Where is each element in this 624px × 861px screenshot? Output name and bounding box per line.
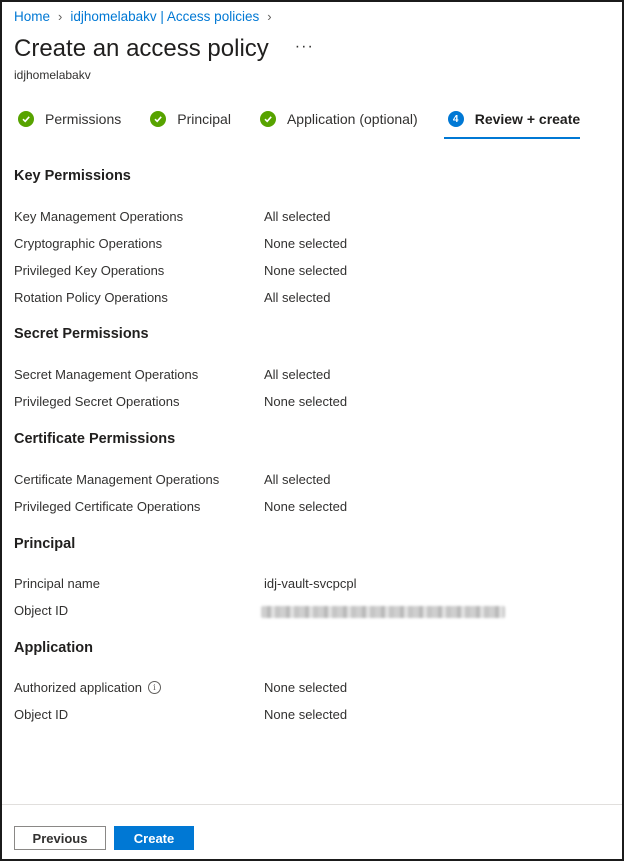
row-value: All selected bbox=[264, 472, 331, 487]
row-label: Object ID bbox=[14, 707, 69, 722]
row-value: All selected bbox=[264, 367, 331, 382]
wizard-steps bbox=[18, 106, 580, 140]
row-value: idj-vault-svcpcpl bbox=[264, 576, 357, 591]
row-label: Certificate Management Operations bbox=[14, 472, 220, 487]
title-row bbox=[14, 35, 314, 63]
checkmark-icon bbox=[260, 111, 276, 127]
tab-review-create[interactable] bbox=[448, 106, 580, 132]
page-subtitle: idjhomelabakv bbox=[14, 68, 91, 82]
row-value: All selected bbox=[264, 290, 331, 305]
summary-row bbox=[14, 603, 594, 621]
chevron-right-icon: › bbox=[58, 9, 63, 24]
row-label: Key Management Operations bbox=[14, 209, 184, 224]
row-value: None selected bbox=[264, 499, 348, 514]
summary-row bbox=[14, 499, 594, 517]
chevron-right-icon: › bbox=[267, 9, 272, 24]
summary-row bbox=[14, 472, 594, 490]
summary-row bbox=[14, 209, 594, 227]
section-title-key-permissions: Key Permissions bbox=[14, 168, 131, 184]
row-label: Principal name bbox=[14, 576, 100, 591]
previous-button[interactable]: Previous bbox=[14, 826, 106, 850]
row-value: None selected bbox=[264, 263, 348, 278]
summary-row bbox=[14, 394, 594, 412]
tab-permissions[interactable] bbox=[18, 106, 121, 132]
section-title-principal: Principal bbox=[14, 536, 76, 552]
row-label: Secret Management Operations bbox=[14, 367, 199, 382]
row-value: None selected bbox=[264, 707, 348, 722]
tab-label: Review + create bbox=[474, 111, 581, 127]
breadcrumb-access-policies-link[interactable]: idjhomelabakv | Access policies bbox=[70, 9, 260, 24]
row-label: Cryptographic Operations bbox=[14, 236, 163, 251]
summary-row bbox=[14, 236, 594, 254]
row-label: Rotation Policy Operations bbox=[14, 290, 168, 305]
row-label: Privileged Certificate Operations bbox=[14, 499, 201, 514]
redacted-blur bbox=[261, 606, 505, 618]
row-label: Privileged Key Operations bbox=[14, 263, 165, 278]
tab-label: Application (optional) bbox=[286, 111, 418, 127]
section-title-secret-permissions: Secret Permissions bbox=[14, 326, 149, 342]
footer-bar bbox=[2, 804, 622, 860]
checkmark-icon bbox=[150, 111, 166, 127]
tab-label: Permissions bbox=[45, 111, 122, 127]
tab-label: Principal bbox=[177, 111, 231, 127]
summary-row bbox=[14, 263, 594, 281]
summary-row bbox=[14, 680, 594, 698]
breadcrumb bbox=[14, 9, 280, 24]
page-title: Create an access policy bbox=[14, 35, 269, 62]
row-label: Privileged Secret Operations bbox=[14, 394, 180, 409]
more-options-icon[interactable]: ··· bbox=[294, 38, 314, 55]
section-title-application: Application bbox=[14, 640, 93, 656]
summary-row bbox=[14, 290, 594, 308]
checkmark-icon bbox=[18, 111, 34, 127]
summary-row bbox=[14, 367, 594, 385]
breadcrumb-home-link[interactable]: Home bbox=[14, 9, 51, 24]
row-value: None selected bbox=[264, 236, 348, 251]
row-label bbox=[14, 680, 161, 695]
create-button[interactable]: Create bbox=[114, 826, 194, 850]
row-label-text: Authorized application bbox=[14, 680, 142, 695]
section-title-certificate-permissions: Certificate Permissions bbox=[14, 431, 176, 447]
row-value: None selected bbox=[264, 394, 348, 409]
row-value: All selected bbox=[264, 209, 331, 224]
summary-row bbox=[14, 707, 594, 725]
info-icon[interactable]: i bbox=[148, 681, 161, 694]
object-id-value-redacted bbox=[264, 603, 505, 621]
summary-row bbox=[14, 576, 594, 594]
row-value: None selected bbox=[264, 680, 348, 695]
tab-principal[interactable] bbox=[150, 106, 231, 132]
row-label: Object ID bbox=[14, 603, 69, 618]
tab-application[interactable] bbox=[260, 106, 418, 132]
step-number-badge: 4 bbox=[448, 111, 464, 127]
